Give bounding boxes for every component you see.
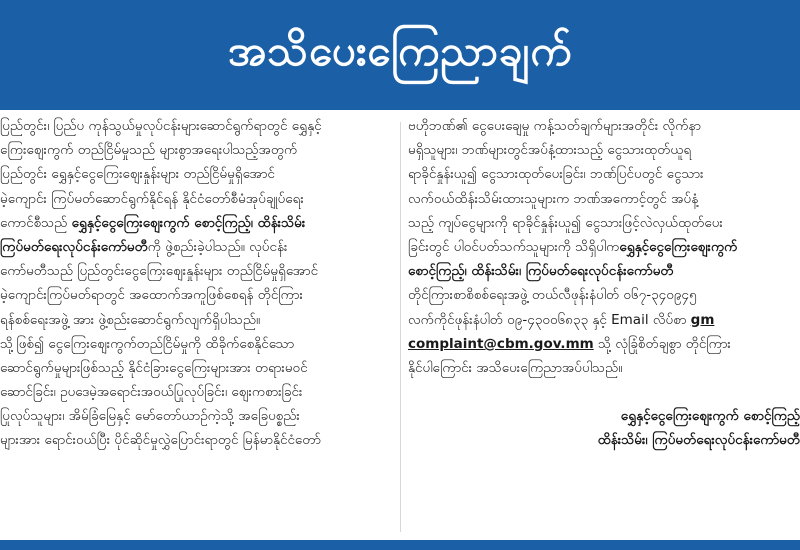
text-segment: သည့် ကျပ်ငွေများကို ရာခိုင်နှုန်းယူ၍ ငွေသားဖြင့်လဲလှယ်ထုတ်ပေး [408, 214, 723, 231]
right-column [408, 110, 800, 540]
text-segment: ကော်မတီသည် ပြည်တွင်းငွေကြေးစျေးနှုန်းများ တည်ငြိမ်မှုရှိအောင် [0, 263, 319, 280]
text-line [408, 356, 800, 380]
text-line [408, 283, 800, 307]
text-segment: စောင့်ကြည့်၊ ထိန်းသိမ်း၊ ကြပ်မတ်ရေးလုပ်ငန်းကော်မတီ [408, 263, 674, 280]
text-line [0, 138, 392, 162]
text-segment: ပြည်တွင်း၊ ပြည်ပ ကုန်သွယ်မှုလုပ်ငန်းများဆောင်ရွက်ရာတွင် ရွှေနှင့် [0, 118, 322, 134]
text-line [0, 162, 392, 186]
text-line [0, 283, 392, 307]
text-segment: ဗဟိုဘဏ်၏ ငွေပေးချေမှု ကန့်သတ်ချက်များအတိုင်း လိုက်နာ [408, 118, 701, 134]
text-segment: ရန်စစ်ရေးအဖွဲ့ အား ဖွဲ့စည်းဆောင်ရွက်လျက်ရှိပါသည်။ [0, 311, 261, 328]
text-line [0, 114, 392, 138]
email-link[interactable]: gm [690, 311, 715, 328]
text-segment: သို့ လုံခြုံစိတ်ချစွာ တိုင်ကြား [593, 335, 731, 352]
text-line [0, 356, 392, 380]
text-line [0, 187, 392, 211]
text-segment: ဆောင်ရွက်မှုများဖြစ်သည့် နိုင်ငံခြားငွေကြေးများအား တရားမဝင် [0, 359, 308, 376]
text-segment: သို့ဖြစ်၍ ငွေကြေးစျေးကွက်တည်ငြိမ်မှုကို ထိခိုက်စေနိုင်သော [0, 335, 295, 352]
text-segment: ဆောင်ခြင်း၊ ဥပဒေမဲ့အရောင်းအဝယ်ပြုလုပ်ခြင်း၊ စျေးကစားခြင်း [0, 384, 303, 401]
text-line [0, 404, 392, 428]
text-line [408, 380, 800, 404]
text-line [0, 235, 392, 259]
text-line [0, 259, 392, 283]
column-divider [400, 122, 401, 532]
text-segment: တိုင်ကြားစာစိစစ်ရေးအဖွဲ့ တယ်လီဖုန်းနံပါတ် ၀၆၇-၃၄၀၉၄၅ [408, 287, 697, 304]
page-title: အသိပေးကြေညာချက် [227, 26, 573, 75]
text-segment: နိုင်ပါကြောင်း အသိပေးကြေညာအပ်ပါသည်။ [408, 359, 623, 376]
text-line [408, 114, 800, 138]
text-segment: မဲ့ကျောင်း ကြပ်မတ်ဆောင်ရွက်နိုင်ရန် နိုင်ငံတော်စီမံအုပ်ချုပ်ရေး [0, 190, 304, 207]
text-segment: ကြေးစျေးကွက် တည်ငြိမ်မှုသည် များစွာအရေးပါသည့်အတွက် [0, 142, 298, 159]
text-segment: လက်ဝယ်ထိန်းသိမ်းထားသူများက ဘဏ်အကောင့်တွင် အပ်နံ့ [408, 190, 699, 207]
text-line [408, 235, 800, 259]
text-line [408, 187, 800, 211]
text-line [0, 380, 392, 404]
text-line [0, 308, 392, 332]
text-line [0, 332, 392, 356]
text-segment: လက်ကိုင်ဖုန်းနံပါတ် ၀၉-၄၃၀၀၆၈၃၃ နှင့် Email လိပ်စာ [408, 311, 691, 328]
text-line [408, 259, 800, 283]
text-line [408, 138, 800, 162]
text-line [408, 211, 800, 235]
text-segment: ပြည်တွင်း ရွှေနှင့်ငွေကြေးစျေးနှုန်းများ တည်ငြိမ်မှုရှိအောင် [0, 166, 275, 183]
signature-line1: ရွှေနှင့်ငွေကြေးစျေးကွက် စောင့်ကြည့် [620, 408, 800, 425]
text-line [0, 428, 392, 452]
left-column [0, 110, 392, 540]
text-line [408, 162, 800, 186]
text-segment: ရာခိုင်နှုန်းယူ၍ ငွေသားထုတ်ပေးခြင်း၊ ဘဏ်ပြင်ပတွင် ငွေသား [408, 166, 704, 183]
text-segment: ကောင်စီသည် [0, 214, 72, 231]
text-segment: ခြင်းတွင် ပါဝင်ပတ်သက်သူများကို သိရှိပါက [408, 238, 620, 255]
text-segment: များအား ရောင်းဝယ်ပြီး ပိုင်ဆိုင်မှုလွှဲပြောင်းရာတွင် မြန်မာနိုင်ငံတော် [0, 432, 321, 449]
text-segment: ရွှေနှင့်ငွေကြေးစျေးကွက် စောင့်ကြည့်၊ ထိန်းသိမ်း [71, 214, 306, 231]
signature-line2: ထိန်းသိမ်း၊ ကြပ်မတ်ရေးလုပ်ငန်းကော်မတီ [597, 432, 800, 449]
text-line [408, 308, 800, 332]
text-segment: ကို ဖွဲ့စည်းခဲ့ပါသည်။ လုပ်ငန်း [147, 238, 288, 255]
text-segment: ရွှေနှင့်ငွေကြေးစျေးကွက် [619, 238, 738, 255]
text-segment: မဲ့ကျောင်းကြပ်မတ်ရာတွင် အထောက်အကူဖြစ်စေရန် တိုင်ကြား [0, 287, 303, 304]
announcement-header [0, 0, 800, 110]
text-line [408, 332, 800, 356]
text-line [0, 211, 392, 235]
text-segment: မရှိသူများ၊ ဘဏ်များတွင်အပ်နံ့ထားသည့် ငွေသားထုတ်ယူရ [408, 142, 692, 159]
text-segment: ကြပ်မတ်ရေးလုပ်ငန်းကော်မတီ [0, 238, 148, 255]
text-segment: ပြုလုပ်သူများ၊ အိမ်ခြံမြေနှင့် မော်တော်ယာဉ်ကဲ့သို့ အခြေပစ္စည်း [0, 408, 300, 425]
bottom-bar [0, 540, 800, 550]
email-link[interactable]: complaint@cbm.gov.mm [408, 335, 594, 352]
